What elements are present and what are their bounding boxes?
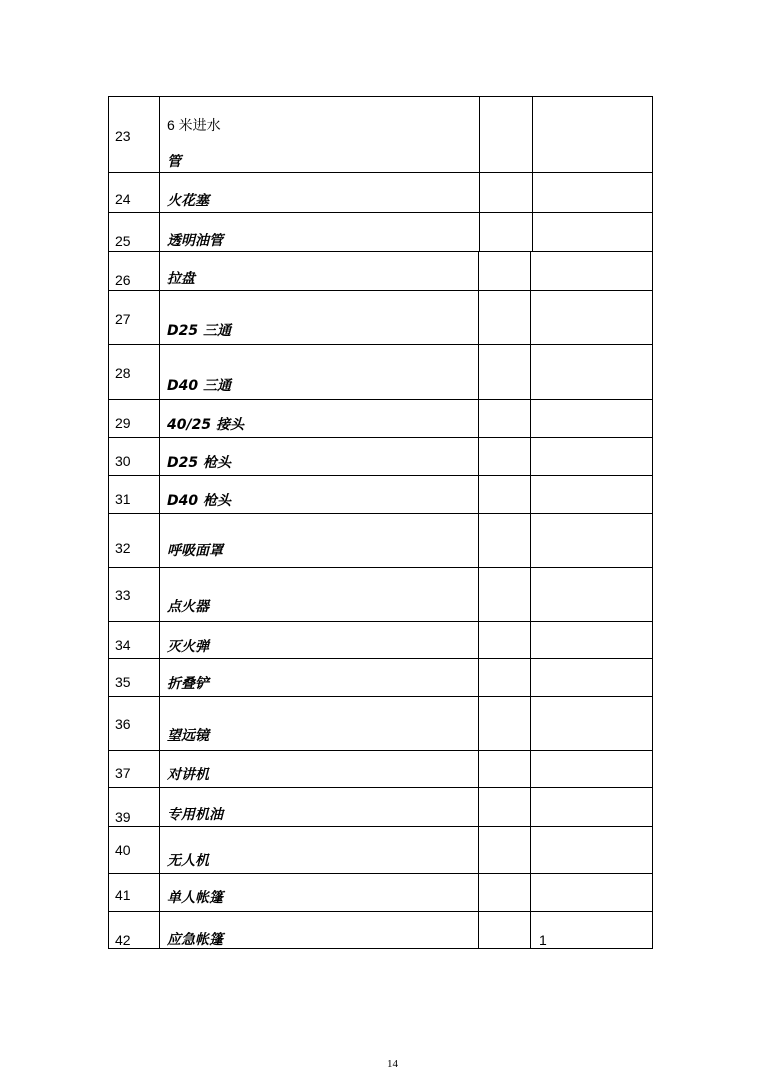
table-row	[0, 344, 761, 399]
table-row	[0, 787, 761, 826]
quantity-cell	[530, 873, 653, 911]
table-row	[0, 567, 761, 621]
item-name: 望远镜	[167, 728, 209, 744]
quantity-cell	[530, 251, 653, 290]
item-number: 29	[115, 415, 131, 431]
unit-cell	[478, 621, 530, 658]
item-name: 拉盘	[167, 271, 195, 287]
page-number: 14	[387, 1058, 398, 1070]
table-row	[0, 96, 761, 172]
item-name: D40 枪头	[167, 493, 231, 509]
table-row	[0, 475, 761, 513]
quantity-cell	[530, 658, 653, 696]
item-name: 透明油管	[167, 233, 223, 249]
name-cell	[159, 513, 478, 567]
item-name: 40/25 接头	[167, 417, 244, 433]
name-cell	[159, 696, 478, 750]
item-number: 37	[115, 765, 131, 781]
item-number: 41	[115, 887, 131, 903]
table-row	[0, 399, 761, 437]
number-cell	[108, 696, 159, 750]
unit-cell	[478, 567, 530, 621]
item-name: 专用机油	[167, 807, 223, 823]
number-cell	[108, 750, 159, 787]
table-row	[0, 658, 761, 696]
number-cell	[108, 96, 159, 172]
item-name: 呼吸面罩	[167, 543, 223, 559]
item-number: 26	[115, 272, 131, 288]
name-cell	[159, 172, 479, 212]
unit-cell	[478, 399, 530, 437]
name-cell	[159, 826, 478, 873]
item-name: 火花塞	[167, 193, 209, 209]
quantity-cell	[530, 696, 653, 750]
unit-cell	[478, 437, 530, 475]
name-cell	[159, 658, 478, 696]
table-row	[0, 750, 761, 787]
table-row	[0, 873, 761, 911]
name-cell	[159, 399, 478, 437]
quantity-cell	[530, 911, 653, 949]
item-name-line-1	[167, 115, 221, 135]
item-number: 33	[115, 587, 131, 603]
name-cell	[159, 873, 478, 911]
item-name: 折叠铲	[167, 676, 209, 692]
unit-cell	[479, 212, 532, 251]
number-cell	[108, 172, 159, 212]
name-cell	[159, 567, 478, 621]
quantity-cell	[530, 344, 653, 399]
item-number: 35	[115, 674, 131, 690]
quantity-cell	[530, 621, 653, 658]
name-cell	[159, 750, 478, 787]
item-name: 6 米进水	[167, 117, 221, 133]
quantity-cell	[530, 826, 653, 873]
number-cell	[108, 251, 159, 290]
number-cell	[108, 212, 159, 251]
table-row	[0, 911, 761, 949]
number-cell	[108, 437, 159, 475]
item-name: D25 三通	[167, 323, 231, 339]
item-number: 23	[115, 128, 131, 144]
item-number: 42	[115, 932, 131, 948]
table-row	[0, 290, 761, 344]
table-row	[0, 251, 761, 290]
item-number: 25	[115, 233, 131, 249]
quantity-cell	[530, 567, 653, 621]
number-cell	[108, 621, 159, 658]
name-cell	[159, 911, 478, 949]
unit-cell	[478, 826, 530, 873]
name-cell	[159, 787, 478, 826]
unit-cell	[478, 750, 530, 787]
number-cell	[108, 399, 159, 437]
item-number: 34	[115, 637, 131, 653]
name-cell	[159, 251, 478, 290]
table-row	[0, 437, 761, 475]
number-cell	[108, 826, 159, 873]
quantity-cell	[530, 513, 653, 567]
table-row	[0, 621, 761, 658]
item-name-line-2: 管	[167, 154, 181, 170]
number-cell	[108, 567, 159, 621]
name-cell	[159, 212, 479, 251]
item-number: 31	[115, 491, 131, 507]
quantity-cell	[530, 475, 653, 513]
unit-cell	[478, 513, 530, 567]
table-row	[0, 212, 761, 251]
item-number: 32	[115, 540, 131, 556]
quantity-cell	[530, 399, 653, 437]
item-name: 对讲机	[167, 767, 209, 783]
number-cell	[108, 344, 159, 399]
name-cell	[159, 621, 478, 658]
quantity-cell	[532, 172, 653, 212]
unit-cell	[479, 96, 532, 172]
quantity-cell	[530, 787, 653, 826]
number-cell	[108, 873, 159, 911]
quantity-cell	[532, 96, 653, 172]
table-row	[0, 696, 761, 750]
quantity-cell	[530, 437, 653, 475]
name-cell	[159, 96, 479, 172]
unit-cell	[478, 251, 530, 290]
item-number: 39	[115, 809, 131, 825]
item-number: 40	[115, 842, 131, 858]
unit-cell	[478, 344, 530, 399]
quantity-cell	[532, 212, 653, 251]
name-cell	[159, 290, 478, 344]
item-number: 24	[115, 191, 131, 207]
item-name: D25 枪头	[167, 455, 231, 471]
unit-cell	[478, 787, 530, 826]
number-cell	[108, 290, 159, 344]
name-cell	[159, 475, 478, 513]
unit-cell	[478, 475, 530, 513]
name-cell	[159, 437, 478, 475]
number-cell	[108, 658, 159, 696]
table-row	[0, 513, 761, 567]
number-cell	[108, 475, 159, 513]
unit-cell	[479, 172, 532, 212]
number-cell	[108, 787, 159, 826]
item-name: 应急帐篷	[167, 932, 223, 948]
item-name: 无人机	[167, 853, 209, 869]
name-cell	[159, 344, 478, 399]
unit-cell	[478, 873, 530, 911]
item-name: 点火器	[167, 599, 209, 615]
number-cell	[108, 911, 159, 949]
item-number: 30	[115, 453, 131, 469]
item-name: D40 三通	[167, 378, 231, 394]
item-number: 28	[115, 365, 131, 381]
item-number: 27	[115, 311, 131, 327]
item-name: 单人帐篷	[167, 890, 223, 906]
quantity-cell	[530, 290, 653, 344]
unit-cell	[478, 696, 530, 750]
table-row	[0, 172, 761, 212]
unit-cell	[478, 290, 530, 344]
item-name: 灭火弹	[167, 639, 209, 655]
item-number: 36	[115, 716, 131, 732]
unit-cell	[478, 658, 530, 696]
number-cell	[108, 513, 159, 567]
table-row	[0, 826, 761, 873]
quantity-cell	[530, 750, 653, 787]
item-quantity: 1	[539, 932, 547, 948]
unit-cell	[478, 911, 530, 949]
